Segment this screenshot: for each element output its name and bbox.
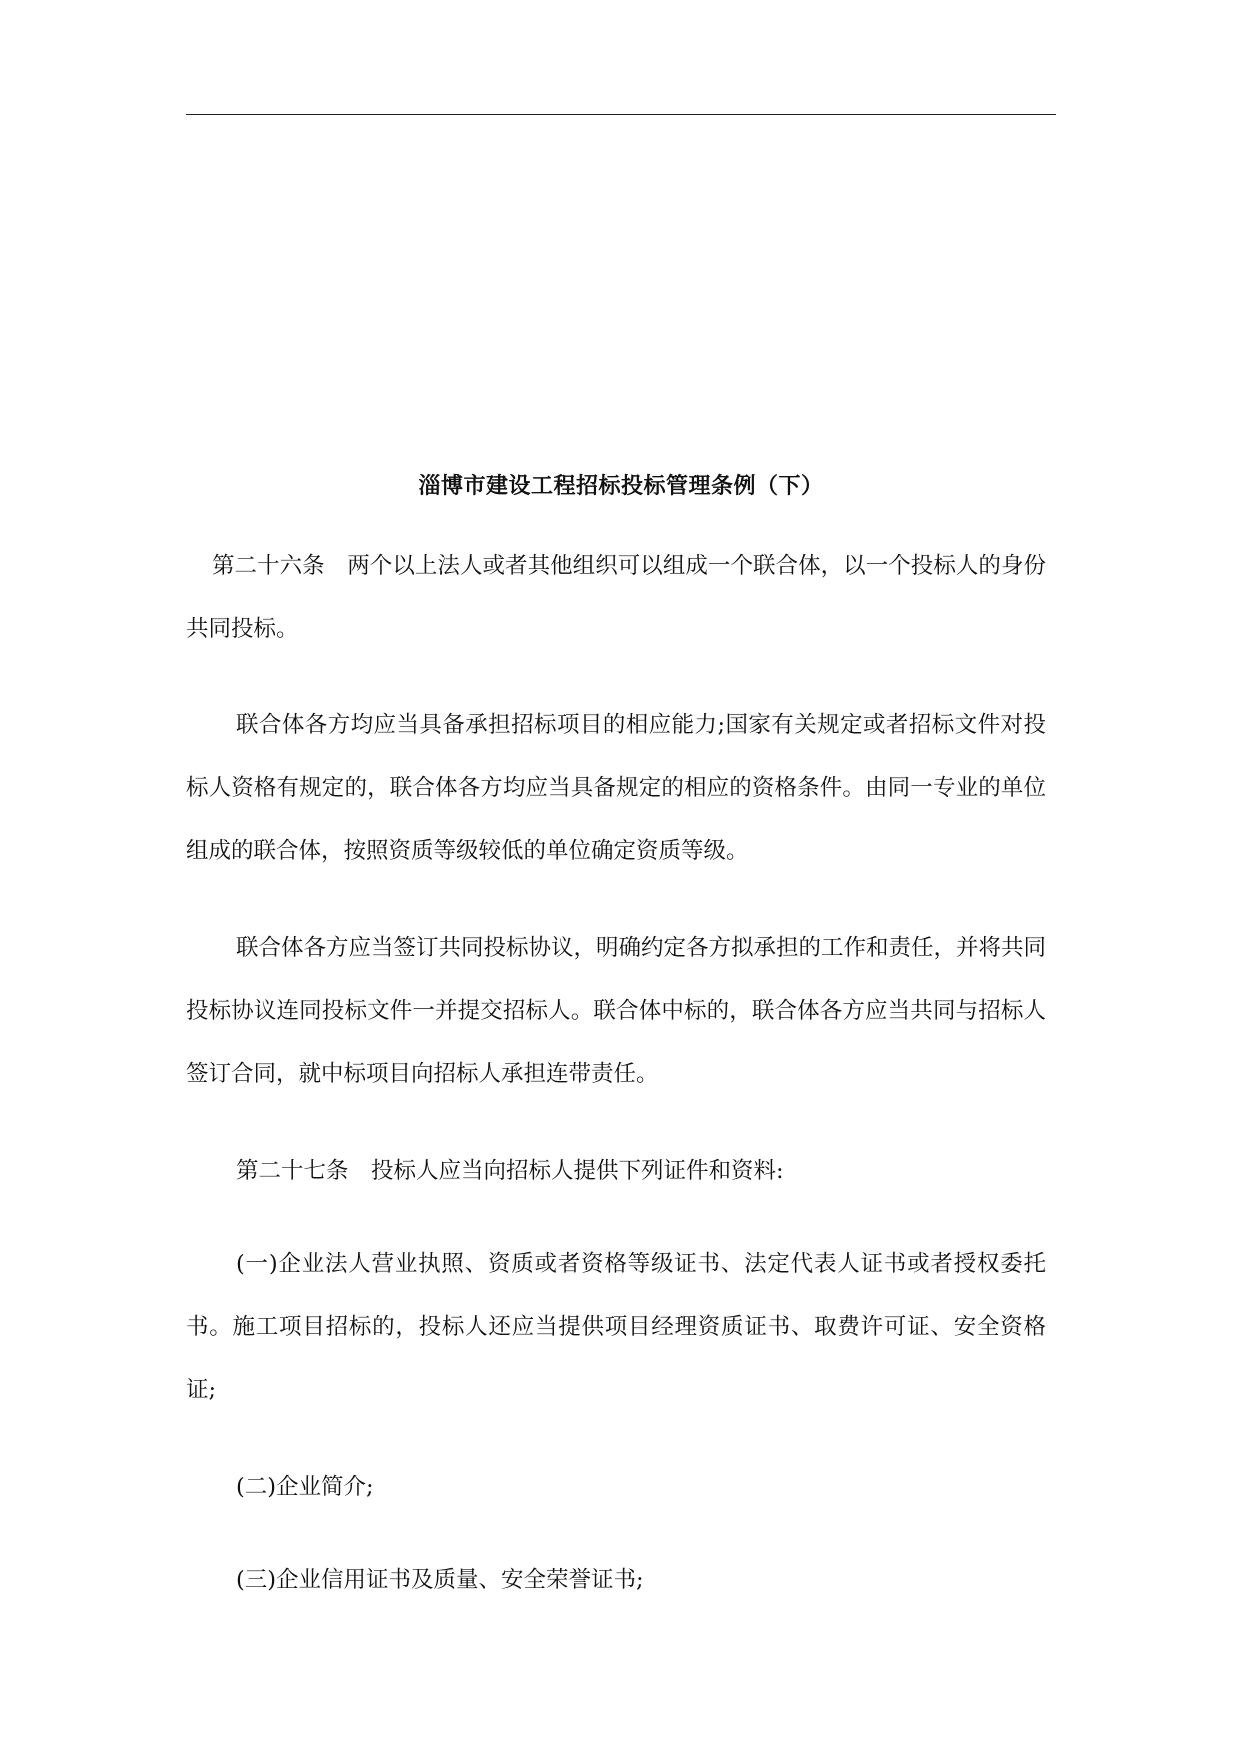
header-rule	[186, 114, 1056, 115]
consortium-qualification-paragraph: 联合体各方均应当具备承担招标项目的相应能力;国家有关规定或者招标文件对投标人资格有规定的，联合体各方均应当具备规定的相应的资格条件。由同一专业的单位组成的联合体，按照资质等级较低的单位确定资质等级。	[186, 712, 1046, 864]
list-item-3: (三)企业信用证书及质量、安全荣誉证书;	[236, 1567, 644, 1593]
consortium-agreement-paragraph: 联合体各方应当签订共同投标协议，明确约定各方拟承担的工作和责任，并将共同投标协议连同投标文件一并提交招标人。联合体中标的，联合体各方应当共同与招标人签订合同，就中标项目向招标人承担连带责任。	[186, 935, 1047, 1087]
list-item-2: (二)企业简介;	[236, 1474, 374, 1500]
article-27-paragraph: 第二十七条 投标人应当向招标人提供下列证件和资料:	[236, 1158, 784, 1184]
article-26-paragraph: 第二十六条 两个以上法人或者其他组织可以组成一个联合体，以一个投标人的身份共同投标。	[186, 553, 1046, 642]
list-item-1: (一)企业法人营业执照、资质或者资格等级证书、法定代表人证书或者授权委托书。施工项目招标的，投标人还应当提供项目经理资质证书、取费许可证、安全资格证;	[186, 1251, 1046, 1403]
document-title: 淄博市建设工程招标投标管理条例（下）	[418, 472, 824, 499]
